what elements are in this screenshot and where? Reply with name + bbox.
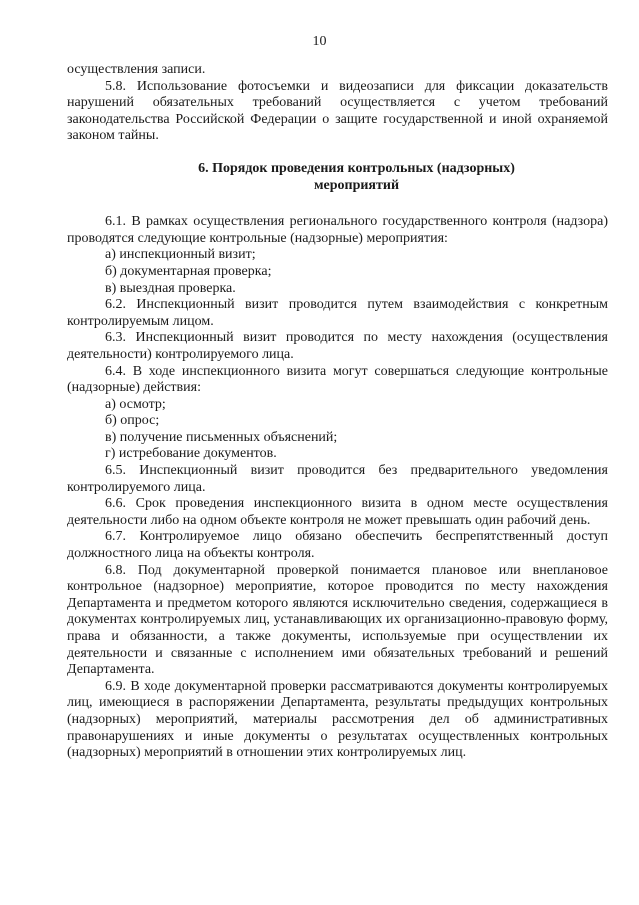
list-item: г) истребование документов. [105,446,277,462]
paragraph-5-8: 5.8. Использование фотосъемки и видеозаписи для фиксации доказательств нарушений обязательных требований осуществляется с учетом требований законодательства Российской Федерации о защите государственной и иной охраняемой законом тайны. [67,78,608,144]
paragraph-6-2: 6.2. Инспекционный визит проводится путем взаимодействия с конкретным контролируемым лицом. [67,297,608,329]
paragraph-6-7: 6.7. Контролируемое лицо обязано обеспечить беспрепятственный доступ должностного лица на объекты контроля. [67,529,608,562]
paragraph-6-6: 6.6. Срок проведения инспекционного визита в одном месте осуществления деятельности либо на одном объекте контроля не может превышать один рабочий день. [67,496,608,528]
paragraph-6-8: 6.8. Под документарной проверкой понимается плановое или внеплановое контрольное (надзорное) мероприятие, которое проводится по месту нахождения Департамента и предметом которого являются исключительно сведения, содержащиеся в документах контролируемых лиц, устанавливающих их организационно-правовую форму, права и обязанности, а также документы, используемые при осуществлении их деятельности и связанные с исполнением ими обязательных требований и решений Департамента. [67,562,608,678]
paragraph-6-9: 6.9. В ходе документарной проверки рассматриваются документы контролируемых лиц, имеющиеся в распоряжении Департамента, результаты предыдущих контрольных (надзорных) мероприятий, материалы рассмотрения дел об административных правонарушениях и иные документы о результатах осуществленных контрольных (надзорных) мероприятий в отношении этих контролируемых лиц. [67,678,608,761]
paragraph-6-3: 6.3. Инспекционный визит проводится по месту нахождения (осуществления деятельности) контролируемого лица. [67,330,608,362]
list-item: в) выездная проверка. [105,280,236,296]
continuation-text: осуществления записи. [67,62,206,77]
paragraph-6-1: 6.1. В рамках осуществления регионального государственного контроля (надзора) проводятся следующие контрольные (надзорные) мероприятия: [67,214,608,246]
page-number: 10 [312,34,327,49]
list-item: б) опрос; [105,413,160,429]
list-item: а) осмотр; [105,396,166,412]
document-body [67,62,608,762]
section-heading-line-1: 6. Порядок проведения контрольных (надзорных) [198,160,515,176]
section-heading-line-2: мероприятий [313,177,400,193]
paragraph-6-5: 6.5. Инспекционный визит проводится без предварительного уведомления контролируемого лица. [67,463,608,495]
list-item: а) инспекционный визит; [105,247,256,263]
paragraph-6-4: 6.4. В ходе инспекционного визита могут совершаться следующие контрольные (надзорные) действия: [67,363,608,396]
section-heading [67,161,608,194]
list-item: в) получение письменных объяснений; [105,429,338,445]
list-item: б) документарная проверка; [105,263,272,279]
